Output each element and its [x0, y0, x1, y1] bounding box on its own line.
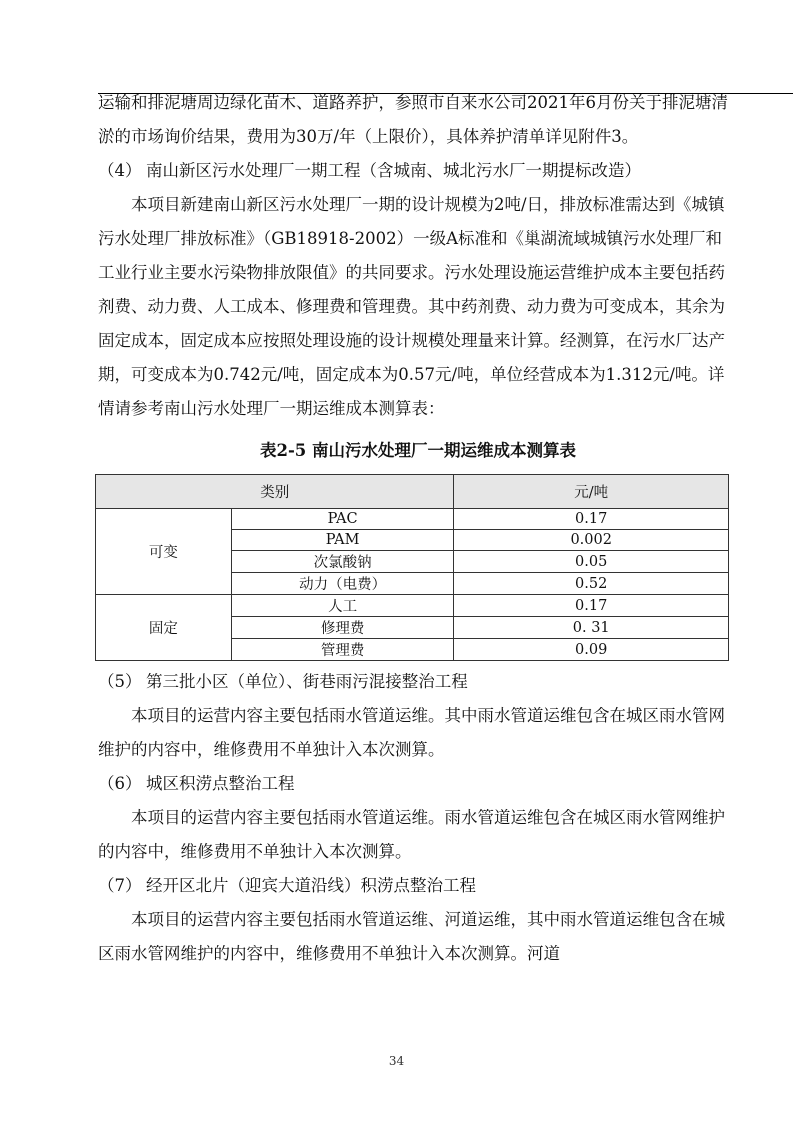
item-name: PAC: [231, 509, 454, 530]
item-value: 0.17: [454, 509, 729, 530]
table-header-row: [96, 475, 729, 509]
item-name: 人工: [231, 595, 454, 617]
item-value: 0.002: [454, 530, 729, 551]
paragraph-4: 本项目新建南山新区污水处理厂一期的设计规模为2吨/日，排放标准需达到《城镇污水处理厂排放标准》（GB18918-2002）一级A标准和《巢湖流域城镇污水处理厂和工业行业主要水污染物排放限值》的共同要求。污水处理设施运营维护成本主要包括药剂费、动力费、人工成本、修理费和管理费。其中药剂费、动力费为可变成本，其余为固定成本，固定成本应按照处理设施的设计规模处理量来计算。经测算，在污水厂达产期，可变成本为0.742元/吨，固定成本为0.57元/吨，单位经营成本为1.312元/吨。详情请参考南山污水处理厂一期运维成本测算表：: [98, 195, 725, 418]
section-heading-5: [98, 665, 738, 699]
cost-table: [95, 474, 729, 661]
item-name: 动力（电费）: [231, 573, 454, 595]
section-title: 经开区北片（迎宾大道沿线）积涝点整治工程: [146, 876, 476, 895]
table-row: [96, 509, 729, 530]
section-number: （5）: [98, 672, 142, 691]
header-category: 类别: [96, 475, 454, 509]
item-value: 0.09: [454, 639, 729, 661]
section-title: 南山新区污水处理厂一期工程（含城南、城北污水厂一期提标改造）: [146, 161, 641, 180]
section-heading-6: [98, 767, 738, 801]
section-title: 城区积涝点整治工程: [146, 774, 295, 793]
group-label-variable: 可变: [96, 509, 232, 595]
item-name: 管理费: [231, 639, 454, 661]
section-title: 第三批小区（单位）、街巷雨污混接整治工程: [146, 672, 468, 691]
table-row: [96, 595, 729, 617]
section-number: （7）: [98, 876, 142, 895]
paragraph-continued: 运输和排泥塘周边绿化苗木、道路养护，参照市自来水公司2021年6月份关于排泥塘清淤的市场询价结果，费用为30万/年（上限价），具体养护清单详见附件3。: [98, 93, 728, 146]
page-number: 34: [388, 1054, 405, 1068]
section-number: （4）: [98, 161, 142, 180]
item-name: 修理费: [231, 617, 454, 639]
paragraph-6: 本项目的运营内容主要包括雨水管道运维。雨水管道运维包含在城区雨水管网维护的内容中，维修费用不单独计入本次测算。: [98, 808, 725, 861]
section-number: （6）: [98, 774, 142, 793]
group-label-fixed: 固定: [96, 595, 232, 661]
paragraph-5: 本项目的运营内容主要包括雨水管道运维。其中雨水管道运维包含在城区雨水管网维护的内容中，维修费用不单独计入本次测算。: [98, 706, 725, 759]
table-caption: 表2-5 南山污水处理厂一期运维成本测算表: [259, 441, 577, 460]
item-value: 0. 31: [454, 617, 729, 639]
section-heading-7: [98, 869, 738, 903]
item-name: PAM: [231, 530, 454, 551]
section-heading-4: [98, 154, 738, 188]
paragraph-7: 本项目的运营内容主要包括雨水管道运维、河道运维，其中雨水管道运维包含在城区雨水管网维护的内容中，维修费用不单独计入本次测算。河道: [98, 910, 725, 963]
document-body: [98, 86, 738, 971]
item-value: 0.17: [454, 595, 729, 617]
header-unit: 元/吨: [454, 475, 729, 509]
item-value: 0.52: [454, 573, 729, 595]
item-name: 次氯酸钠: [231, 551, 454, 573]
item-value: 0.05: [454, 551, 729, 573]
